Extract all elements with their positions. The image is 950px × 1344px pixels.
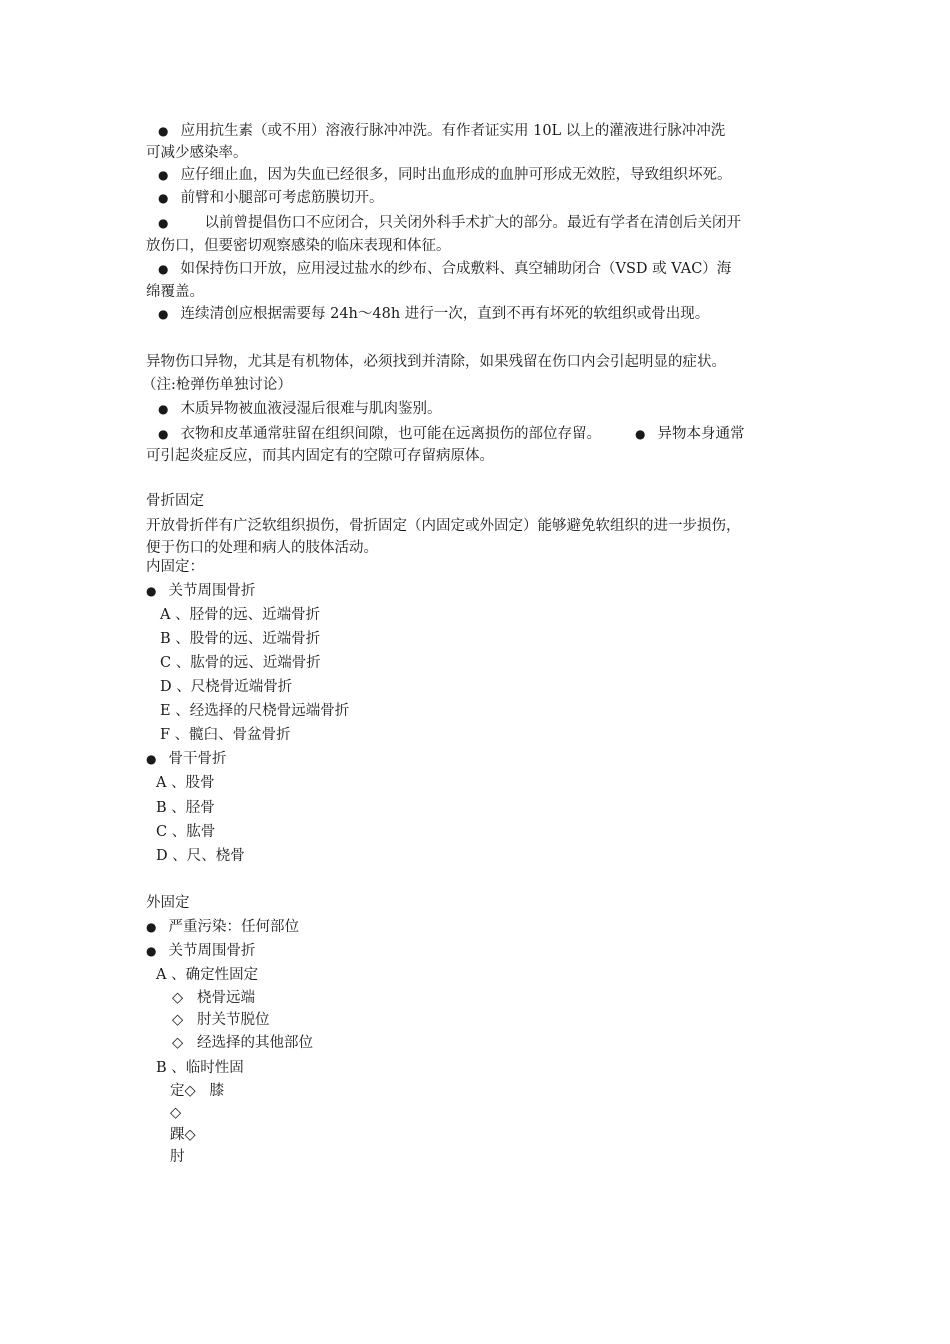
bullet-line: ● 衣物和皮革通常驻留在组织间隙，也可能在远离损伤的部位存留。● 异物本身通常 [158, 424, 744, 444]
text-line: 可引起炎症反应，而其内固定有的空隙可存留病原体。 [146, 448, 494, 464]
paragraph-line: 开放骨折伴有广泛软组织损伤，骨折固定（内固定或外固定）能够避免软组织的进一步损伤， [146, 518, 741, 534]
bullet-line: ● 如保持伤口开放，应用浸过盐水的纱布、合成敷料、真空辅助闭合（VSD 或 VAC）海 [158, 259, 731, 279]
list-item: B 、股骨的远、近端骨折 [160, 631, 321, 647]
bullet-line: ● 关节周围骨折 [146, 581, 255, 601]
bullet-line: ● 严重污染：任何部位 [146, 917, 299, 937]
list-subitem: ◇ 肘关节脱位 [172, 1012, 270, 1028]
paragraph-line: 便于伤口的处理和病人的肢体活动。 [146, 540, 378, 556]
list-subitem: 踝◇ [170, 1127, 196, 1143]
bullet-line: ● 以前曾提倡伤口不应闭合，只关闭外科手术扩大的部分。最近有学者在清创后关闭开 [158, 213, 741, 233]
section-heading: 外固定 [146, 895, 190, 911]
list-item: F 、髋臼、骨盆骨折 [160, 727, 291, 743]
list-item: C 、肱骨 [156, 824, 216, 840]
list-item: E 、经选择的尺桡骨远端骨折 [160, 703, 350, 719]
bullet-line: ● 应用抗生素（或不用）溶液行脉冲冲洗。有作者证实用 10L 以上的灌液进行脉冲冲洗 [158, 121, 725, 141]
foreign-body-intro: 异物伤口异物，尤其是有机物体，必须找到并清除，如果残留在伤口内会引起明显的症状。 [146, 354, 726, 370]
list-subitem: ◇ 桡骨远端 [172, 990, 255, 1006]
list-item: D 、尺桡骨近端骨折 [160, 679, 293, 695]
bullet-line: ● 关节周围骨折 [146, 941, 255, 961]
foreign-body-note: （注:枪弹伤单独讨论） [142, 377, 292, 393]
text-line: 放伤口，但要密切观察感染的临床表现和体征。 [146, 238, 451, 254]
text-line: 绵覆盖。 [146, 284, 204, 300]
list-subitem: ◇ 经选择的其他部位 [172, 1035, 313, 1051]
list-subitem: 定◇ 膝 [170, 1083, 224, 1099]
bullet-line: ● 连续清创应根据需要每 24h～48h 进行一次，直到不再有坏死的软组织或骨出现。 [158, 304, 709, 324]
text-line: 可减少感染率。 [146, 145, 248, 161]
bullet-line: ● 应仔细止血，因为失血已经很多，同时出血形成的血肿可形成无效腔，导致组织坏死。 [158, 165, 731, 185]
list-item: A 、胫骨的远、近端骨折 [160, 607, 321, 623]
list-item: B 、临时性固 [156, 1060, 244, 1076]
bullet-line: ● 前臂和小腿部可考虑筋膜切开。 [158, 188, 383, 208]
list-item: C 、肱骨的远、近端骨折 [160, 655, 321, 671]
bullet-line: ● 骨干骨折 [146, 749, 226, 769]
bullet-line: ● 木质异物被血液浸湿后很难与肌肉鉴别。 [158, 399, 441, 419]
subheading: 内固定： [146, 559, 204, 575]
list-item: A 、确定性固定 [156, 967, 259, 983]
list-subitem: 肘 [170, 1149, 185, 1165]
list-item: D 、尺、桡骨 [156, 848, 245, 864]
section-heading: 骨折固定 [146, 493, 204, 509]
list-item: A 、股骨 [156, 775, 215, 791]
list-item: B 、胫骨 [156, 800, 215, 816]
list-subitem: ◇ [170, 1105, 182, 1121]
